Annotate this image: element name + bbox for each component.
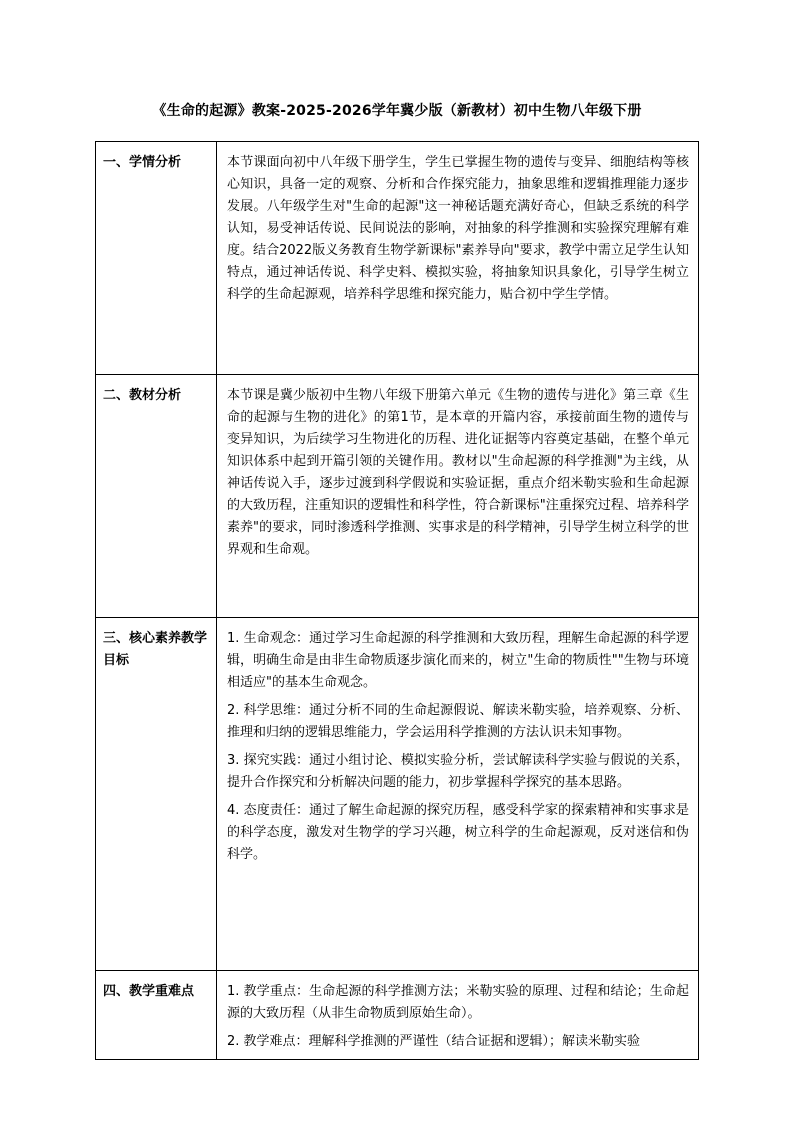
content-paragraph: 1. 教学重点：生命起源的科学推测方法；米勒实验的原理、过程和结论；生命起源的大致历程（从非生命物质到原始生命）。 [227, 984, 689, 1021]
content-paragraph: 2. 教学难点：理解科学推测的严谨性（结合证据和逻辑）；解读米勒实验 [227, 1034, 641, 1049]
row-label: 二、教材分析 [96, 375, 217, 618]
row-content [217, 375, 699, 618]
table-row-key-difficult-points [96, 971, 699, 1060]
content-paragraph: 4. 态度责任：通过了解生命起源的探究历程，感受科学家的探索精神和实事求是的科学态度，激发对生物学的学习兴趣，树立科学的生命起源观，反对迷信和伪科学。 [227, 803, 689, 862]
table-row-teaching-goals [96, 618, 699, 971]
content-paragraph: 本节课面向初中八年级下册学生，学生已掌握生物的遗传与变异、细胞结构等核心知识，具备一定的观察、分析和合作探究能力，抽象思维和逻辑推理能力逐步发展。八年级学生对"生命的起源"这一神秘话题充满好奇心，但缺乏系统的科学认知，易受神话传说、民间说法的影响，对抽象的科学推测和实验探究理解有难度。结合2022版义务教育生物学新课标"素养导向"要求，教学中需立足学生认知特点，通过神话传说、科学史料、模拟实验，将抽象知识具象化，引导学生树立科学的生命起源观，培养科学思维和探究能力，贴合初中学生学情。 [227, 155, 689, 302]
content-paragraph: 3. 探究实践：通过小组讨论、模拟实验分析，尝试解读科学实验与假说的关系，提升合作探究和分析解决问题的能力，初步掌握科学探究的基本思路。 [227, 753, 689, 790]
row-content [217, 618, 699, 971]
document-title: 《生命的起源》教案-2025-2026学年冀少版（新教材）初中生物八年级下册 [152, 103, 642, 119]
row-label: 三、核心素养教学目标 [96, 618, 217, 971]
lesson-plan-table [95, 141, 699, 1060]
content-paragraph: 本节课是冀少版初中生物八年级下册第六单元《生物的遗传与进化》第三章《生命的起源与生物的进化》的第1节，是本章的开篇内容，承接前面生物的遗传与变异知识，为后续学习生物进化的历程、进化证据等内容奠定基础，在整个单元知识体系中起到开篇引领的关键作用。教材以"生命起源的科学推测"为主线，从神话传说入手，逐步过渡到科学假说和实验证据，重点介绍米勒实验和生命起源的大致历程，注重知识的逻辑性和科学性，符合新课标"注重探究过程、培养科学素养"的要求，同时渗透科学推测、实事求是的科学精神，引导学生树立科学的世界观和生命观。 [227, 388, 689, 557]
row-label: 一、学情分析 [96, 142, 217, 375]
row-content [217, 142, 699, 375]
content-paragraph: 2. 科学思维：通过分析不同的生命起源假说、解读米勒实验，培养观察、分析、推理和归纳的逻辑思维能力，学会运用科学推测的方法认识未知事物。 [227, 703, 689, 740]
row-content [217, 971, 699, 1060]
table-row-learner-analysis [96, 142, 699, 375]
table-row-textbook-analysis [96, 375, 699, 618]
row-label: 四、教学重难点 [96, 971, 217, 1060]
content-paragraph: 1. 生命观念：通过学习生命起源的科学推测和大致历程，理解生命起源的科学逻辑，明确生命是由非生命物质逐步演化而来的，树立"生命的物质性""生物与环境相适应"的基本生命观念。 [227, 631, 689, 690]
